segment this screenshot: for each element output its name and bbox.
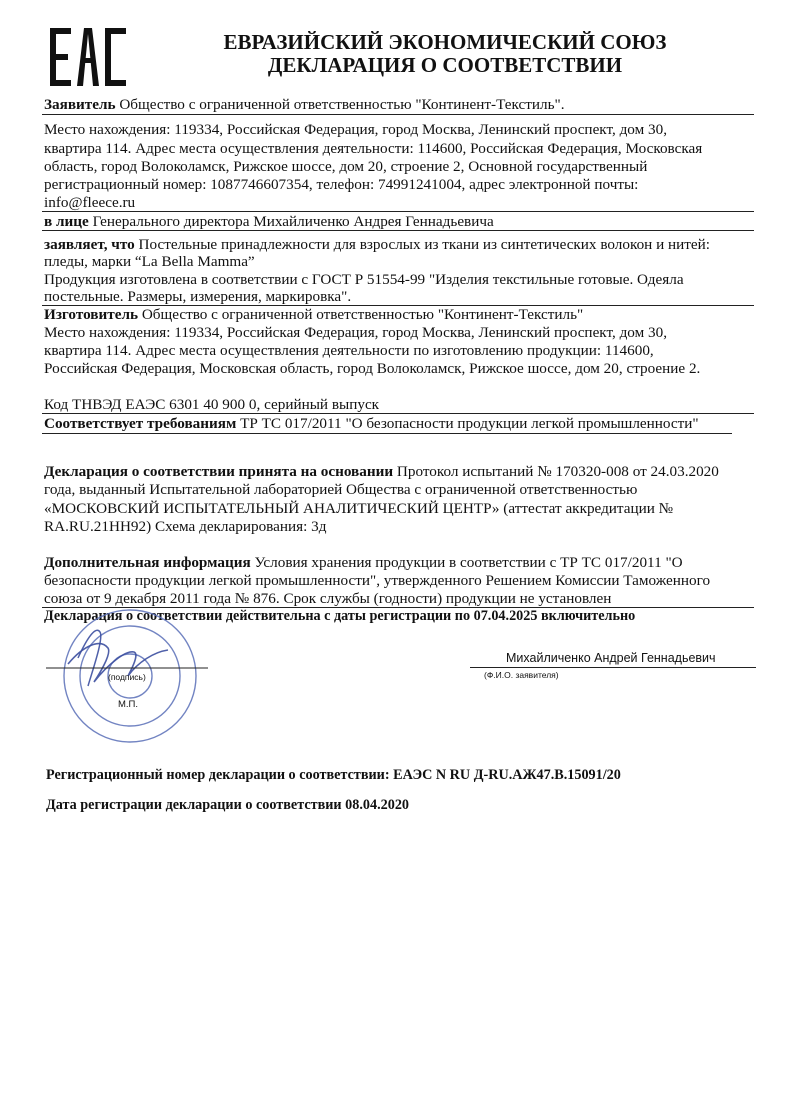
applicant-address-1: Место нахождения: 119334, Российская Федерация, город Москва, Ленинский проспект, дом 30, xyxy=(44,121,667,138)
manufacturer-address-3: Российская Федерация, Московская область, город Волоколамск, Рижское шоссе, дом 20, строение 2. xyxy=(44,360,701,377)
additional-line2: безопасности продукции легкой промышленности", утвержденного Решением Комиссии Таможенного xyxy=(44,572,711,589)
basis-line3: «МОСКОВСКИЙ ИСПЫТАТЕЛЬНЫЙ АНАЛИТИЧЕСКИЙ ЦЕНТР» (аттестат аккредитации № xyxy=(44,500,674,517)
additional-line3: союза от 9 декабря 2011 года № 876. Срок службы (годности) продукции не установлен xyxy=(44,590,612,607)
declares-label: заявляет, что xyxy=(44,236,135,253)
basis-line2: года, выданный Испытательной лабораторией Общества с ограниченной ответственностью xyxy=(44,481,638,498)
signer-name: Михайличенко Андрей Геннадьевич xyxy=(506,651,716,665)
basis-label: Декларация о соответствии принята на основании xyxy=(44,463,394,480)
basis-row xyxy=(44,462,719,481)
manufacturer-address-1: Место нахождения: 119334, Российская Федерация, город Москва, Ленинский проспект, дом 30, xyxy=(44,324,667,341)
title-union: ЕВРАЗИЙСКИЙ ЭКОНОМИЧЕСКИЙ СОЮЗ xyxy=(223,30,667,54)
registration-date: Дата регистрации декларации о соответствии 08.04.2020 xyxy=(46,797,410,813)
title-declaration: ДЕКЛАРАЦИЯ О СООТВЕТСТВИИ xyxy=(267,53,623,77)
applicant-address-2: квартира 114. Адрес места осуществления деятельности: 114600, Российская Федерация, Московская xyxy=(44,140,703,157)
eac-logo xyxy=(50,28,126,86)
representative-row xyxy=(44,212,494,231)
complies-text: ТР ТС 017/2011 "О безопасности продукции легкой промышленности" xyxy=(236,415,699,432)
validity-statement: Декларация о соответствии действительна с даты регистрации по 07.04.2025 включительно xyxy=(44,608,636,624)
manufacturer-address-2: квартира 114. Адрес места осуществления деятельности по изготовлению продукции: 114600, xyxy=(44,342,654,359)
applicant-address-4: регистрационный номер: 1087746607354, телефон: 74991241004, адрес электронной почты: xyxy=(44,176,639,193)
additional-line1: Условия хранения продукции в соответствии с ТР ТС 017/2011 "О xyxy=(250,554,683,571)
declares-line2: пледы, марки “La Bella Mamma” xyxy=(44,253,255,270)
signature-caption: (подпись) xyxy=(108,672,146,682)
representative-text: Генерального директора Михайличенко Андрея Геннадьевича xyxy=(88,213,494,230)
basis-line1: Протокол испытаний № 170320-008 от 24.03.2020 xyxy=(393,463,719,480)
manufacturer-name: Общество с ограниченной ответственностью "Континент-Текстиль" xyxy=(138,306,584,323)
additional-label: Дополнительная информация xyxy=(44,554,251,571)
tnved-code: Код ТНВЭД ЕАЭС 6301 40 900 0, серийный выпуск xyxy=(44,396,380,413)
applicant-row xyxy=(44,95,565,114)
applicant-label: Заявитель xyxy=(44,96,116,113)
complies-label: Соответствует требованиям xyxy=(44,415,237,432)
additional-row xyxy=(44,553,683,572)
complies-row xyxy=(44,414,699,433)
applicant-address-3: область, город Волоколамск, Рижское шоссе, дом 20, строение 2, Основной государственный xyxy=(44,158,648,175)
registration-number: Регистрационный номер декларации о соответствии: ЕАЭС N RU Д-RU.АЖ47.В.15091/20 xyxy=(46,767,621,783)
representative-label: в лице xyxy=(44,213,89,230)
manufacturer-label: Изготовитель xyxy=(44,306,139,323)
declares-line3: Продукция изготовлена в соответствии с ГОСТ Р 51554-99 "Изделия текстильные готовые. Одеяла xyxy=(44,271,684,288)
manufacturer-row xyxy=(44,305,583,324)
name-caption: (Ф.И.О. заявителя) xyxy=(484,670,559,680)
declares-line1: Постельные принадлежности для взрослых из ткани из синтетических волокон и нитей: xyxy=(134,236,710,253)
basis-line4: RA.RU.21НН92) Схема декларирования: 3д xyxy=(44,518,327,535)
applicant-name: Общество с ограниченной ответственностью "Континент-Текстиль". xyxy=(115,96,565,113)
stamp-caption: М.П. xyxy=(118,699,139,710)
declares-line4: постельные. Размеры, измерения, маркировка". xyxy=(44,288,352,305)
applicant-email: info@fleece.ru xyxy=(44,194,136,211)
